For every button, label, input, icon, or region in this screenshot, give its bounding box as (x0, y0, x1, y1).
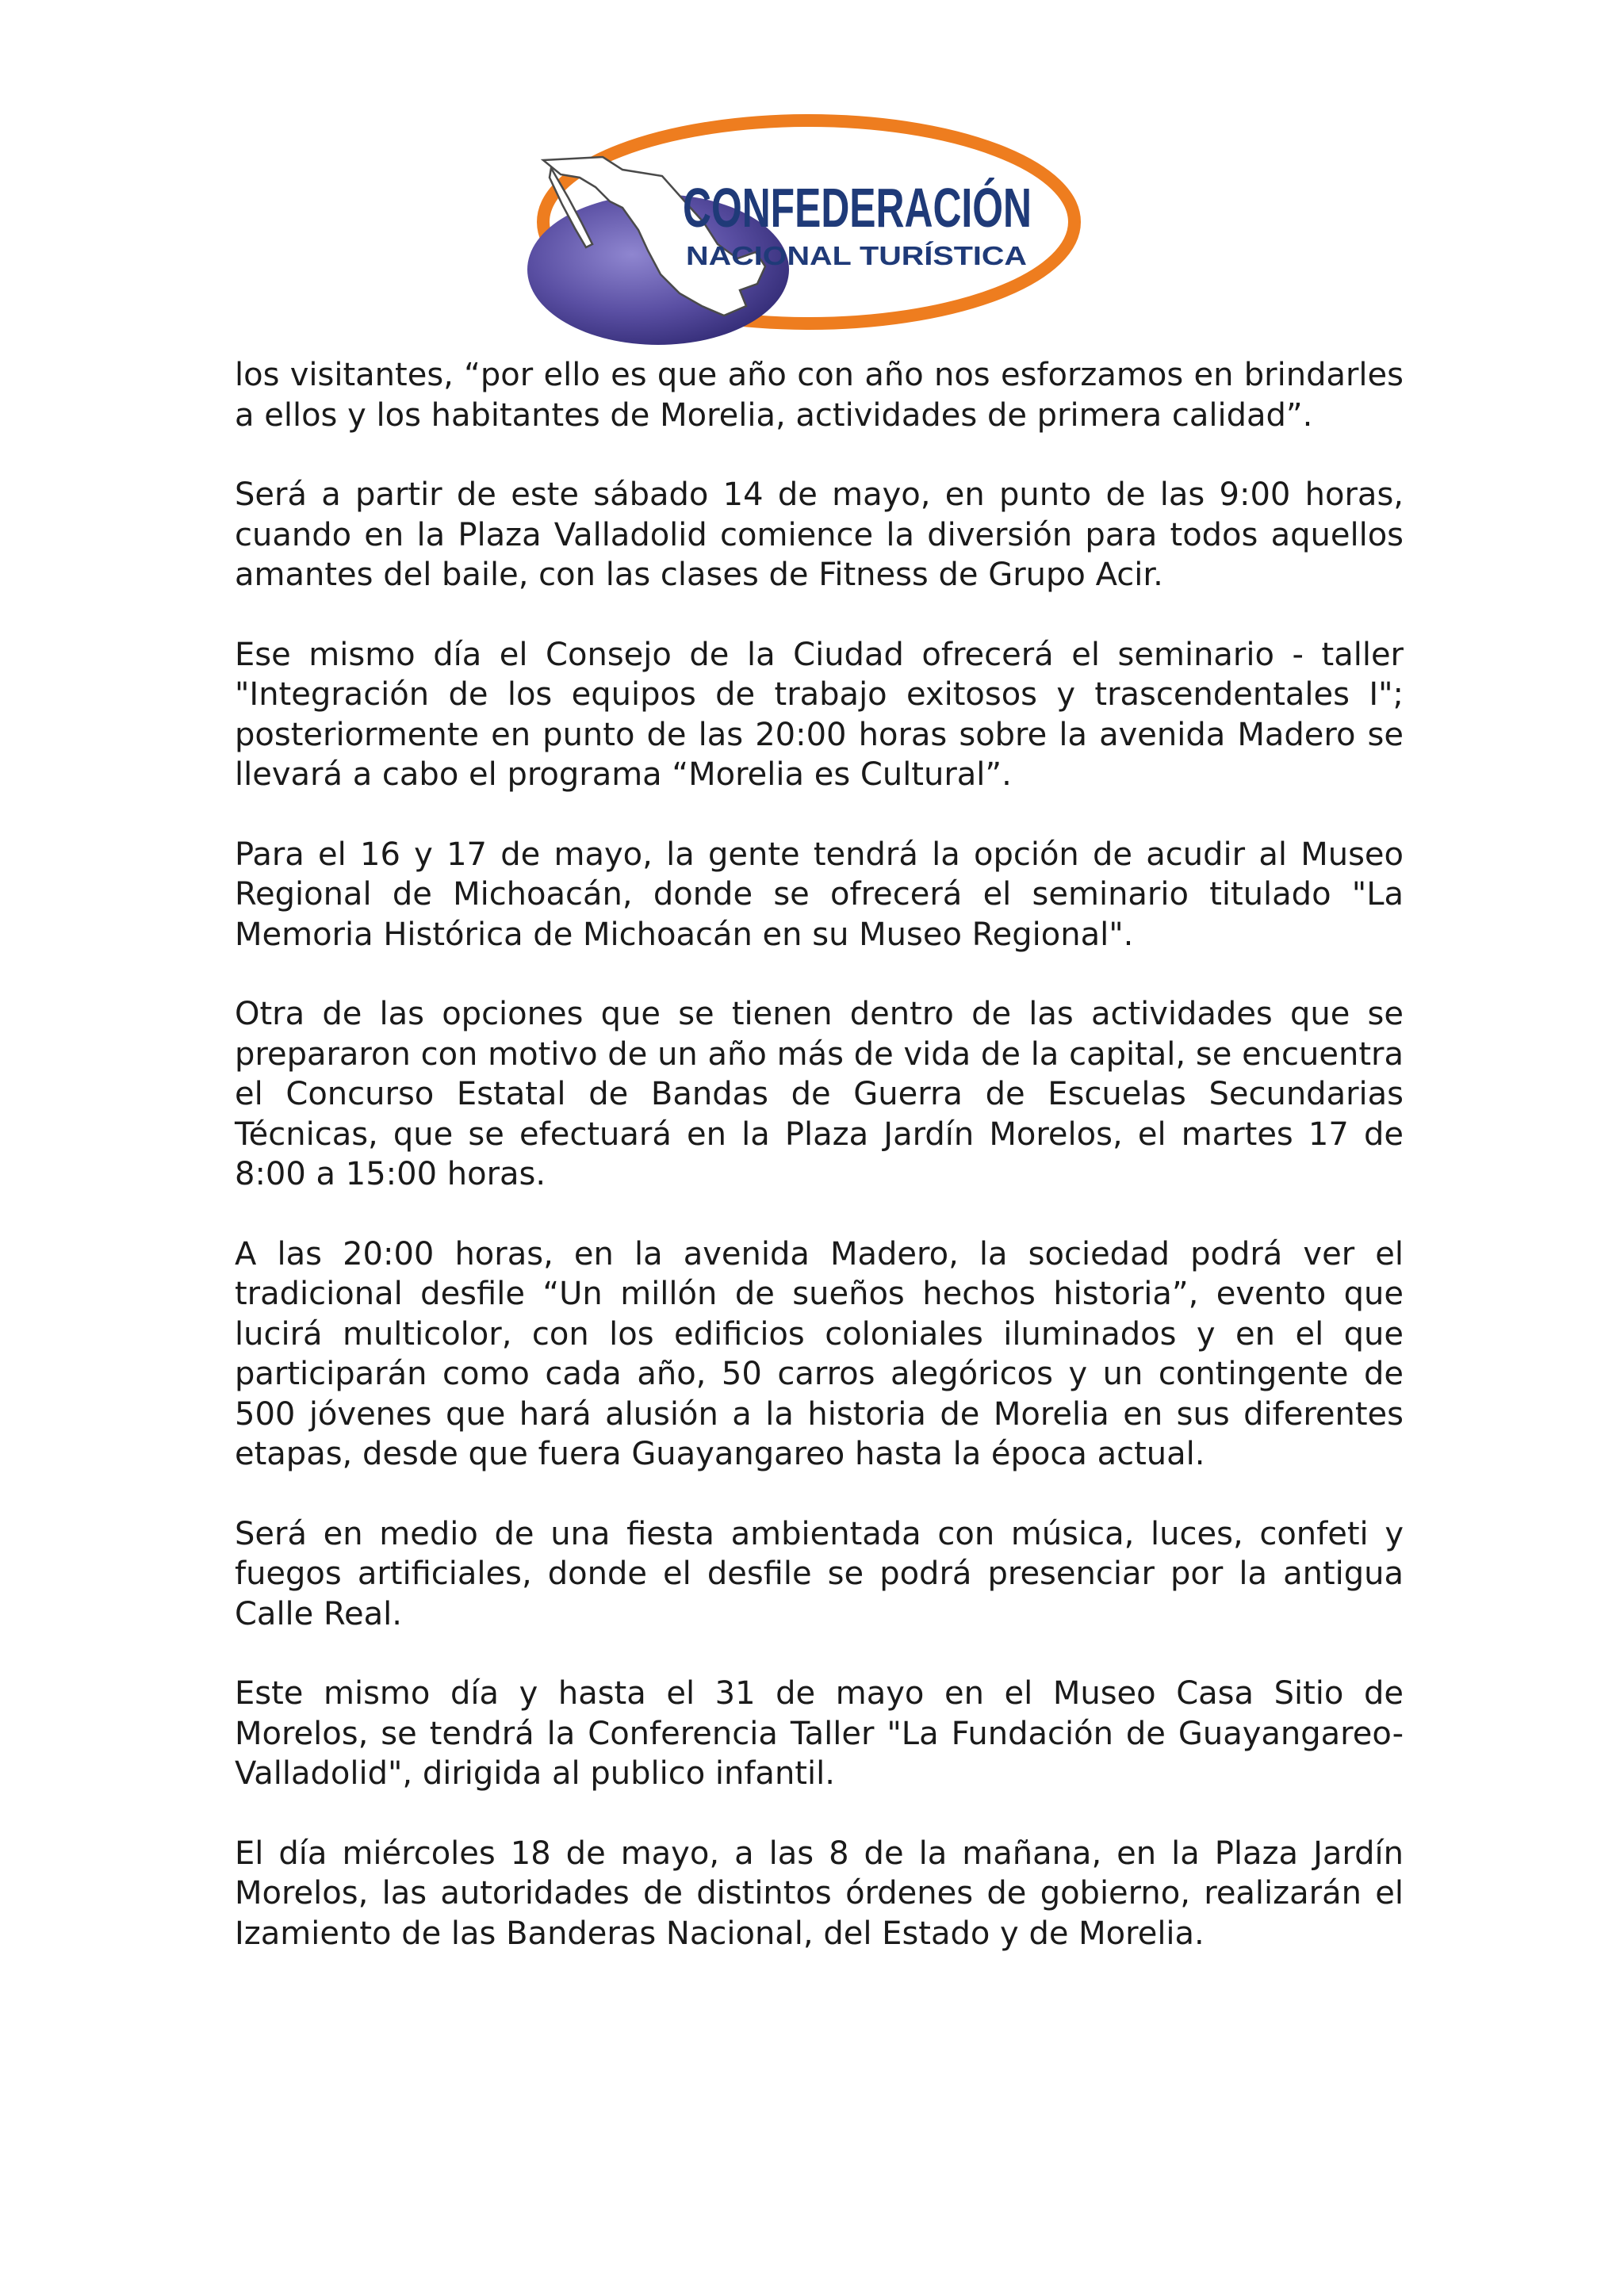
paragraph-2: Será a partir de este sábado 14 de mayo, en punto de las 9:00 horas, cuando en la Plaza Valladolid comience la diversión para todos aquellos amantes del baile, con las clases de Fitness de Grupo Acir. (235, 476, 1404, 593)
logo-line2: NACIONAL TURÍSTICA (686, 241, 1027, 270)
paragraph-1: los visitantes, “por ello es que año con año nos esforzamos en brindarles a ellos y los habitantes de Morelia, actividades de primera calidad”. (235, 357, 1404, 434)
logo-line1: CONFEDERACIÓN (683, 177, 1032, 239)
paragraph-9: El día miércoles 18 de mayo, a las 8 de la mañana, en la Plaza Jardín Morelos, las autoridades de distintos órdenes de gobierno, realizarán el Izamiento de las Banderas Nacional, del Estado y de Morelia. (235, 1835, 1404, 1952)
paragraph-3: Ese mismo día el Consejo de la Ciudad ofrecerá el seminario - taller "Integración de los equipos de trabajo exitosos y trascendentales I"; posteriormente en punto de las 20:00 horas sobre la avenida Madero se llevará a cabo el programa “Morelia es Cultural”. (235, 636, 1404, 793)
paragraph-8: Este mismo día y hasta el 31 de mayo en el Museo Casa Sitio de Morelos, se tendrá la Conferencia Taller "La Fundación de Guayangareo-Valladolid", dirigida al publico infantil. (235, 1675, 1404, 1792)
paragraph-4: Para el 16 y 17 de mayo, la gente tendrá la opción de acudir al Museo Regional de Michoacán, donde se ofrecerá el seminario titulado "La Memoria Histórica de Michoacán en su Museo Regional". (235, 836, 1404, 953)
document-body (235, 355, 1404, 1993)
paragraph-7: Será en medio de una fiesta ambientada con música, luces, confeti y fuegos artificiales, donde el desfile se podrá presenciar por la antigua Calle Real. (235, 1515, 1404, 1632)
logo-graphic (527, 111, 1082, 349)
confederacion-logo (527, 111, 1082, 349)
paragraph-6: A las 20:00 horas, en la avenida Madero, la sociedad podrá ver el tradicional desfile “Un millón de sueños hechos historia”, evento que lucirá multicolor, con los edificios coloniales iluminados y en el que participarán como cada año, 50 carros alegóricos y un contingente de 500 jóvenes que hará alusión a la historia de Morelia en sus diferentes etapas, desde que fuera Guayangareo hasta la época actual. (235, 1235, 1404, 1472)
paragraph-5: Otra de las opciones que se tienen dentro de las actividades que se prepararon con motivo de un año más de vida de la capital, se encuentra el Concurso Estatal de Bandas de Guerra de Escuelas Secundarias Técnicas, que se efectuará en la Plaza Jardín Morelos, el martes 17 de 8:00 a 15:00 horas. (235, 996, 1404, 1192)
